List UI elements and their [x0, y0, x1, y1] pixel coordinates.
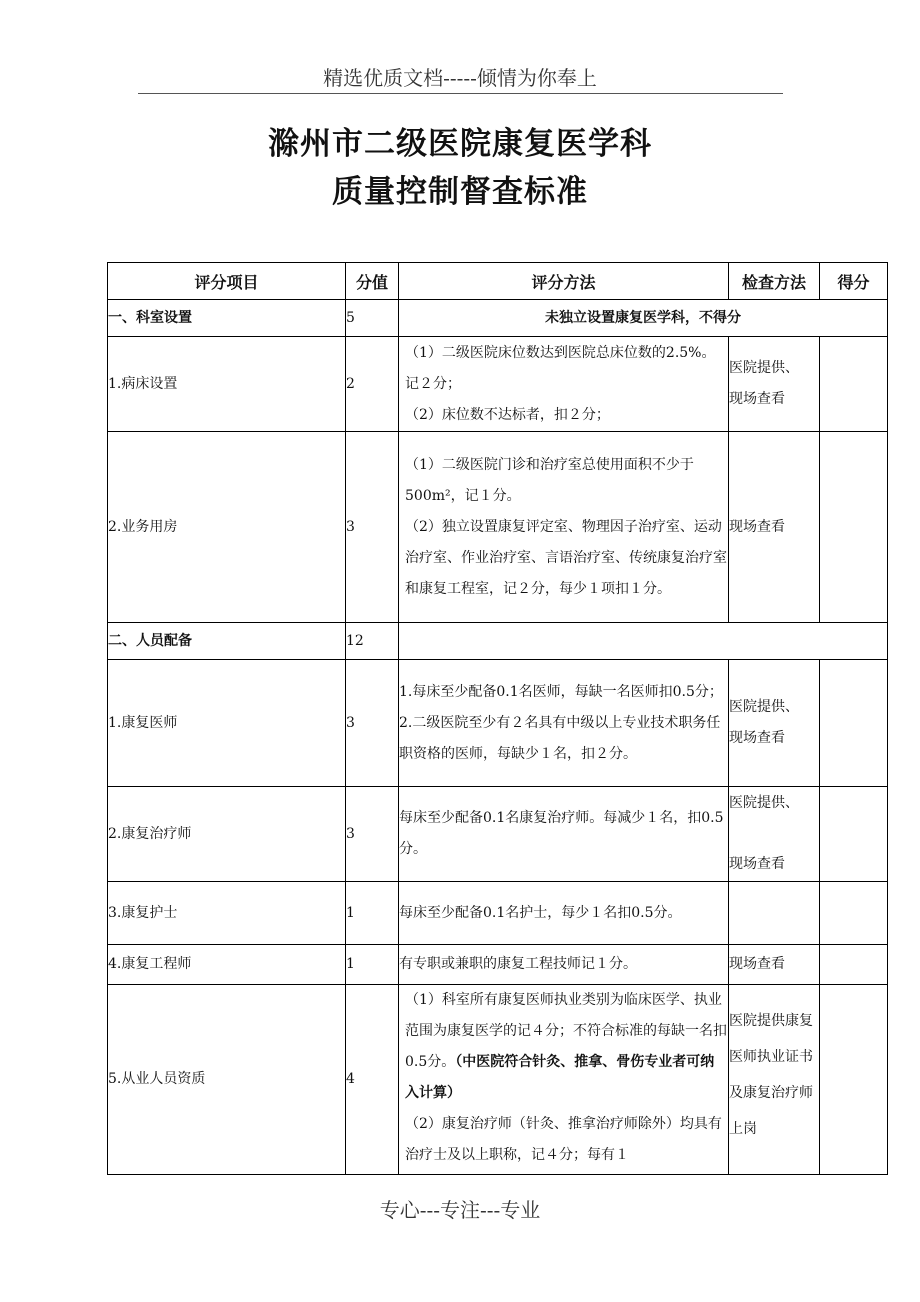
column-header-result: 得分: [820, 263, 888, 300]
table-row: [108, 660, 888, 787]
row-check: [729, 882, 820, 945]
column-header-item: 评分项目: [108, 263, 346, 300]
check-line: 医院提供、: [729, 699, 799, 715]
method-paragraph: [399, 985, 728, 1109]
row-item: 二、人员配备: [108, 623, 346, 660]
check-line: 医院提供、: [729, 360, 799, 376]
row-score: 5: [346, 300, 399, 337]
row-score: 4: [346, 985, 399, 1175]
header-rule: [138, 93, 783, 94]
table-row: [108, 337, 888, 432]
table-row: [108, 985, 888, 1175]
method-paragraph: 1.每床至少配备0.1名医师，每缺一名医师扣0.5分；2.二级医院至少有２名具有中级以上专业技术职务任职资格的医师，每缺少１名，扣２分。: [399, 683, 723, 762]
row-method: [399, 432, 729, 623]
row-item: 5.从业人员资质: [108, 985, 346, 1175]
method-paragraph: （1）二级医院床位数达到医院总床位数的2.5%。记２分；: [405, 344, 716, 392]
row-item: 3.康复护士: [108, 882, 346, 945]
row-score: 12: [346, 623, 399, 660]
spacer: [729, 819, 819, 849]
row-score: 3: [346, 660, 399, 787]
method-paragraph: （2）床位数不达标者，扣２分；: [405, 406, 610, 423]
column-header-method: 评分方法: [399, 263, 729, 300]
row-item: 4.康复工程师: [108, 945, 346, 985]
page-footer: 专心---专注---专业: [379, 1198, 541, 1222]
table-row: [108, 787, 888, 882]
check-line: 医院提供康复医师执业证书及康复治疗师上岗: [729, 1013, 813, 1137]
row-score: 1: [346, 945, 399, 985]
method-paragraph: （2）独立设置康复评定室、物理因子治疗室、运动治疗室、作业治疗室、言语治疗室、传统康复治疗室和康复工程室，记２分，每少１项扣１分。: [405, 518, 727, 597]
row-method: [399, 882, 729, 945]
row-item: 2.康复治疗师: [108, 787, 346, 882]
row-method: [399, 660, 729, 787]
document-title-line1: 滁州市二级医院康复医学科: [268, 126, 652, 162]
row-result: [820, 660, 888, 787]
row-score: 3: [346, 432, 399, 623]
page-header: 精选优质文档-----倾情为你奉上: [323, 66, 597, 90]
table-row: [108, 882, 888, 945]
row-check: [729, 787, 820, 882]
table-header-row: [108, 263, 888, 300]
check-line: 现场查看: [729, 518, 785, 535]
table-row: [108, 432, 888, 623]
row-check: [729, 337, 820, 432]
row-result: [820, 432, 888, 623]
row-item: 2.业务用房: [108, 432, 346, 623]
method-paragraph: （1）二级医院门诊和治疗室总使用面积不少于500m²，记１分。: [405, 456, 694, 504]
row-result: [820, 945, 888, 985]
check-line: 医院提供、: [729, 795, 799, 811]
method-paragraph: （2）康复治疗师（针灸、推拿治疗师除外）均具有治疗士及以上职称，记４分；每有１: [405, 1116, 722, 1163]
row-result: [820, 985, 888, 1175]
column-header-check: 检查方法: [729, 263, 820, 300]
check-line: 现场查看: [729, 856, 785, 872]
row-check: [729, 985, 820, 1175]
row-result: [820, 337, 888, 432]
row-method: [399, 985, 729, 1175]
row-item: 一、科室设置: [108, 300, 346, 337]
row-item: 1.康复医师: [108, 660, 346, 787]
row-score: 1: [346, 882, 399, 945]
table-row: [108, 945, 888, 985]
method-paragraph: 每床至少配备0.1名护士，每少１名扣0.5分。: [399, 904, 682, 921]
method-paragraph: 有专职或兼职的康复工程技师记１分。: [399, 956, 637, 972]
row-method: [399, 945, 729, 985]
row-method: [399, 787, 729, 882]
row-item: 1.病床设置: [108, 337, 346, 432]
row-result: [820, 787, 888, 882]
column-header-score: 分值: [346, 263, 399, 300]
check-line: 现场查看: [729, 391, 785, 407]
table-row: [108, 300, 888, 337]
table-row: [108, 623, 888, 660]
row-check: [729, 660, 820, 787]
method-paragraph: 每床至少配备0.1名康复治疗师。每减少１名，扣0.5分。: [399, 810, 724, 857]
row-check: [729, 432, 820, 623]
document-title-line2: 质量控制督查标准: [332, 174, 588, 210]
method-text: （1）科室所有康复医师执业类别为临床医学、执业范围为康复医学的记４分；不符合标准的每缺一名扣0.5分。: [405, 992, 727, 1070]
row-score: 3: [346, 787, 399, 882]
row-method-empty: [399, 623, 888, 660]
check-line: 现场查看: [729, 956, 785, 972]
row-method: [399, 337, 729, 432]
row-method: 未独立设置康复医学科，不得分: [399, 300, 888, 337]
check-line: 现场查看: [729, 730, 785, 746]
method-emphasis: （中医院符合针灸、推拿、骨伤专业者可纳入计算）: [405, 1054, 715, 1101]
row-check: [729, 945, 820, 985]
row-score: 2: [346, 337, 399, 432]
inspection-standards-table: [107, 262, 888, 1175]
row-result: [820, 882, 888, 945]
